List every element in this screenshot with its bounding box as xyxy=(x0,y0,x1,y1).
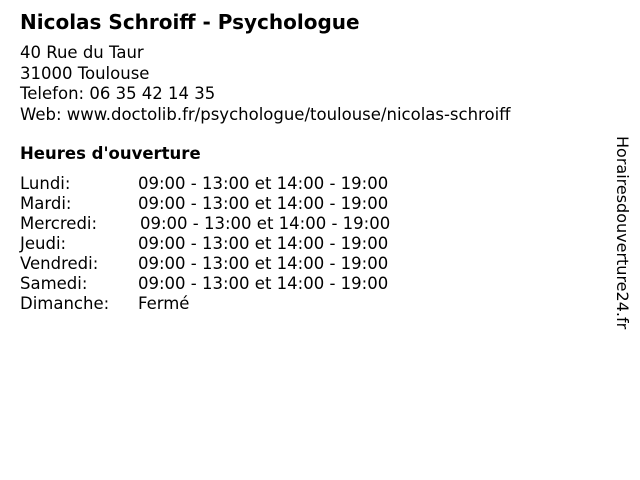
hours-heading: Heures d'ouverture xyxy=(20,144,201,163)
day-label: Samedi: xyxy=(20,274,88,293)
website: Web: www.doctolib.fr/psychologue/toulouse/nicolas-schroiff xyxy=(20,104,511,124)
phone-number: Telefon: 06 35 42 14 35 xyxy=(20,84,216,103)
day-label: Mardi: xyxy=(20,194,72,213)
day-hours: 09:00 - 13:00 et 14:00 - 19:00 xyxy=(138,234,389,253)
day-label: Jeudi: xyxy=(20,234,67,253)
day-hours: 09:00 - 13:00 et 14:00 - 19:00 xyxy=(138,194,389,213)
day-label: Dimanche: xyxy=(20,294,110,313)
city-postal: 31000 Toulouse xyxy=(20,63,150,83)
watermark-text: Horairesdouverture24.fr xyxy=(613,136,632,330)
day-hours: 09:00 - 13:00 et 14:00 - 19:00 xyxy=(138,254,389,273)
address-block xyxy=(20,43,511,125)
day-hours: 09:00 - 13:00 et 14:00 - 19:00 xyxy=(138,274,389,293)
day-hours: 09:00 - 13:00 et 14:00 - 19:00 xyxy=(140,214,391,233)
business-title: Nicolas Schroiff - Psychologue xyxy=(20,10,360,34)
day-label: Lundi: xyxy=(20,174,71,193)
day-hours: Fermé xyxy=(138,294,190,313)
day-label: Mercredi: xyxy=(20,214,98,233)
day-hours: 09:00 - 13:00 et 14:00 - 19:00 xyxy=(138,174,389,193)
site-watermark xyxy=(613,136,640,346)
street-address: 40 Rue du Taur xyxy=(20,43,144,62)
day-label: Vendredi: xyxy=(20,254,99,273)
